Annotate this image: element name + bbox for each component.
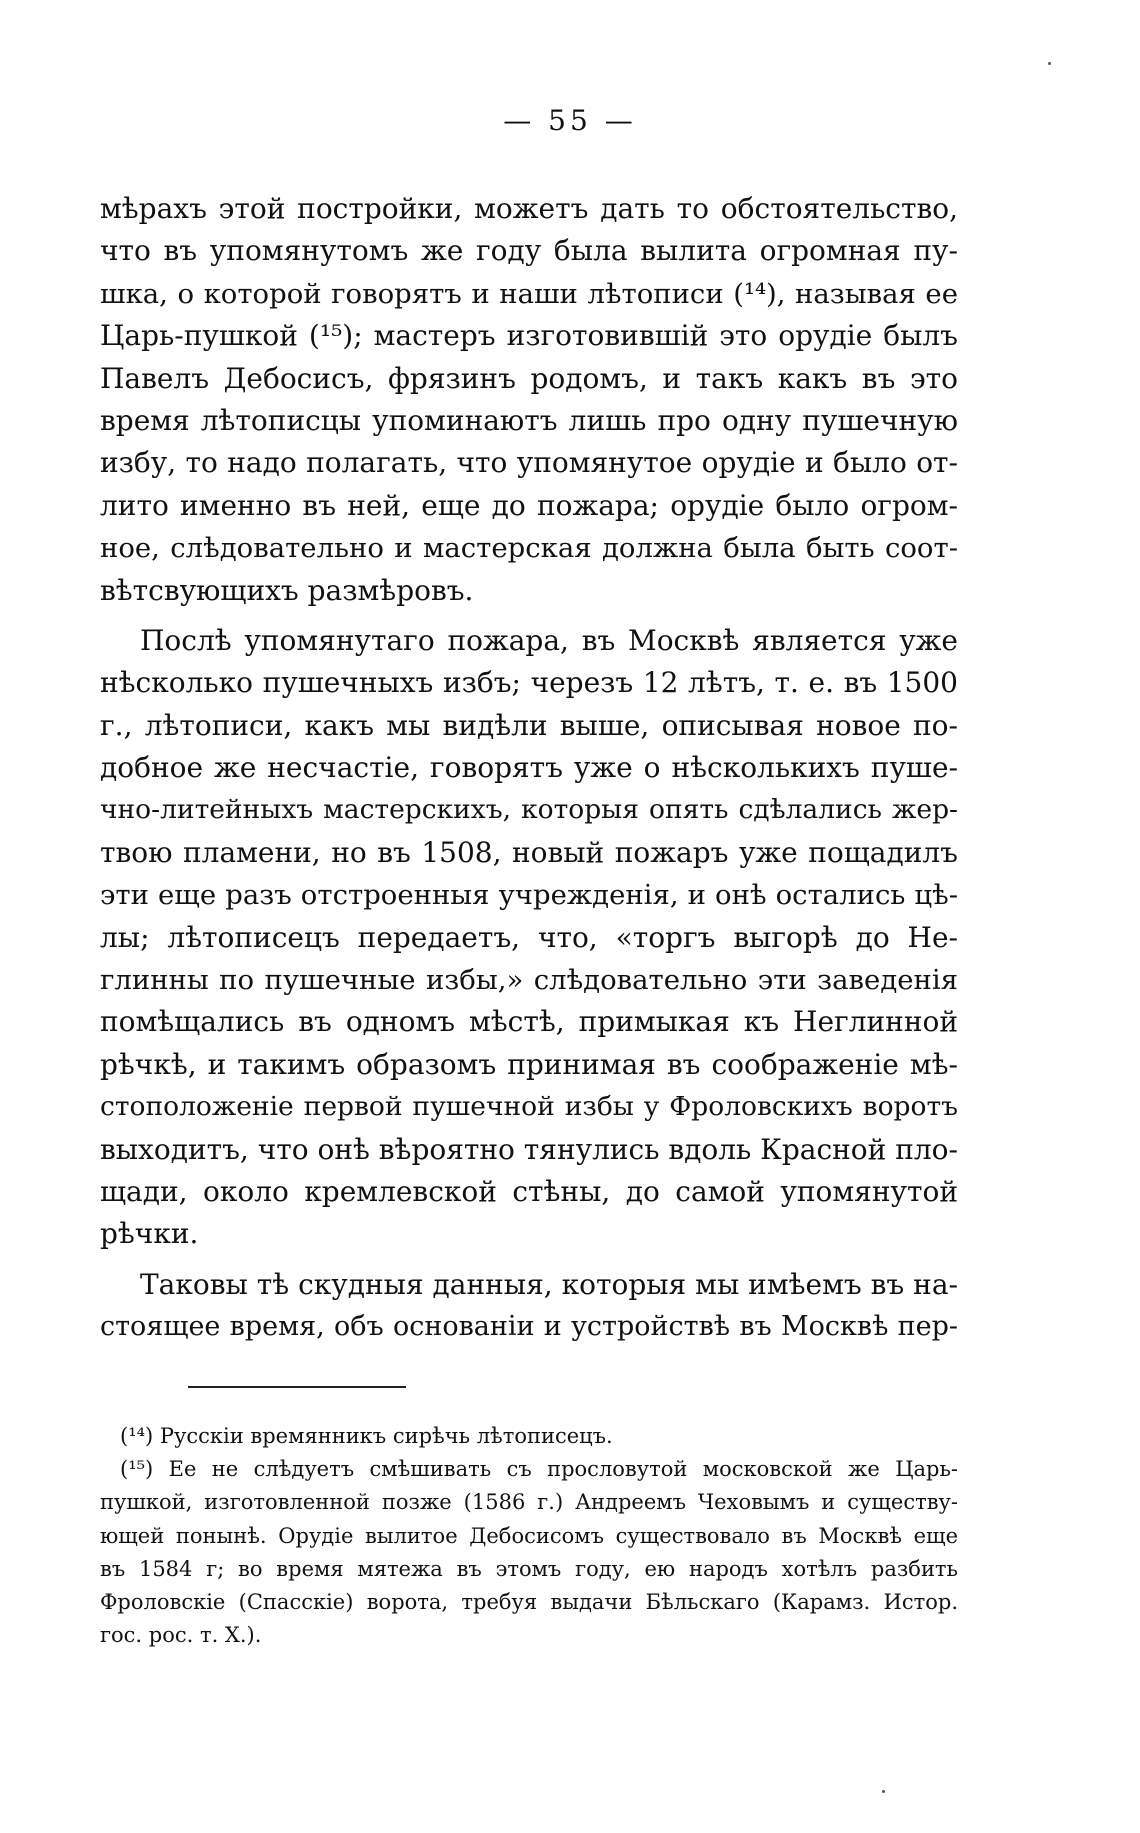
- text-line: Павелъ Дебосисъ, фрязинъ родомъ, и такъ какъ въ это: [100, 361, 958, 395]
- text-line: что въ упомянутомъ же году была вылита огромная пу-: [100, 234, 958, 268]
- footnotes: [100, 1420, 958, 1652]
- text-line: выходитъ, что онѣ вѣроятно тянулись вдоль Красной пло-: [100, 1132, 958, 1166]
- text-line: шка, о которой говорятъ и наши лѣтописи (¹⁴), называя ее: [100, 277, 958, 310]
- text-line: мѣрахъ этой постройки, можетъ дать то обстоятельство,: [100, 192, 958, 225]
- page-number: — 55 —: [503, 104, 637, 137]
- footnote-line: гос. рос. т. X.).: [100, 1623, 262, 1648]
- text-line: чно-литейныхъ мастерскихъ, которыя опять сдѣлались жер-: [100, 794, 958, 826]
- text-line: Царь-пушкой (¹⁵); мастеръ изготовившій это орудіе былъ: [100, 319, 958, 353]
- main-text: [100, 188, 958, 1349]
- text-line: рѣчкѣ, и такимъ образомъ принимая въ соображеніе мѣ-: [100, 1047, 958, 1081]
- text-line: время лѣтописцы упоминаютъ лишь про одну пушечную: [100, 403, 958, 437]
- footnote-line: ющей понынѣ. Орудіе вылитое Дебосисомъ существовало въ Москвѣ еще: [100, 1523, 958, 1548]
- footnote-line: пушкой, изготовленной позже (1586 г.) Андреемъ Чеховымъ и существу-: [100, 1490, 958, 1515]
- text-line: вѣтсвующихъ размѣровъ.: [100, 573, 474, 607]
- footnote-line: (¹⁴) Русскіи времянникъ сирѣчь лѣтописецъ.: [120, 1424, 613, 1448]
- text-line: лито именно въ ней, еще до пожара; орудіе было огром-: [100, 488, 958, 522]
- text-line: ное, слѣдовательно и мастерская должна была быть соот-: [100, 532, 958, 565]
- footnote-line: въ 1584 г; во время мятежа въ этомъ году, ею народъ хотѣлъ разбить: [100, 1556, 958, 1581]
- footnote-divider: [188, 1386, 406, 1388]
- text-line: Послѣ упомянутаго пожара, въ Москвѣ является уже: [140, 623, 958, 657]
- text-line: стоящее время, объ основаніи и устройствѣ въ Москвѣ пер-: [100, 1311, 958, 1343]
- footnote-line: (¹⁵) Ее не слѣдуетъ смѣшивать съ прословутой московской же Царь-: [120, 1457, 958, 1482]
- text-line: г., лѣтописи, какъ мы видѣли выше, описывая новое по-: [100, 708, 958, 742]
- text-line: помѣщались въ одномъ мѣстѣ, примыкая къ Неглинной: [100, 1005, 958, 1039]
- text-line: твою пламени, но въ 1508, новый пожаръ уже пощадилъ: [100, 835, 958, 869]
- text-line: глинны по пушечные избы,» слѣдовательно эти заведенія: [100, 964, 958, 997]
- text-line: добное же несчастіе, говорятъ уже о нѣсколькихъ пуше-: [100, 751, 958, 785]
- text-line: Таковы тѣ скудныя данныя, которыя мы имѣемъ въ на-: [140, 1267, 958, 1301]
- paragraph-gap: [100, 1256, 958, 1264]
- text-line: стоположеніе первой пушечной избы у Фроловскихъ воротъ: [100, 1091, 958, 1123]
- text-line: эти еще разъ отстроенныя учрежденія, и онѣ остались цѣ-: [100, 879, 958, 912]
- text-line: избу, то надо полагать, что упомянутое орудіе и было от-: [100, 446, 958, 480]
- print-speck: [1048, 62, 1051, 65]
- text-line: рѣчки.: [100, 1217, 199, 1251]
- text-line: нѣсколько пушечныхъ избъ; черезъ 12 лѣтъ, т. е. въ 1500: [100, 666, 958, 700]
- text-line: щади, около кремлевской стѣны, до самой упомянутой: [100, 1174, 958, 1208]
- print-speck: [882, 1790, 885, 1793]
- paragraph-gap: [100, 612, 958, 620]
- footnote-line: Фроловскіе (Спасскіе) ворота, требуя выдачи Бѣльскаго (Карамз. Истор.: [100, 1589, 958, 1614]
- text-line: лы; лѣтописецъ передаетъ, что, «торгъ выгорѣ до Не-: [100, 920, 958, 954]
